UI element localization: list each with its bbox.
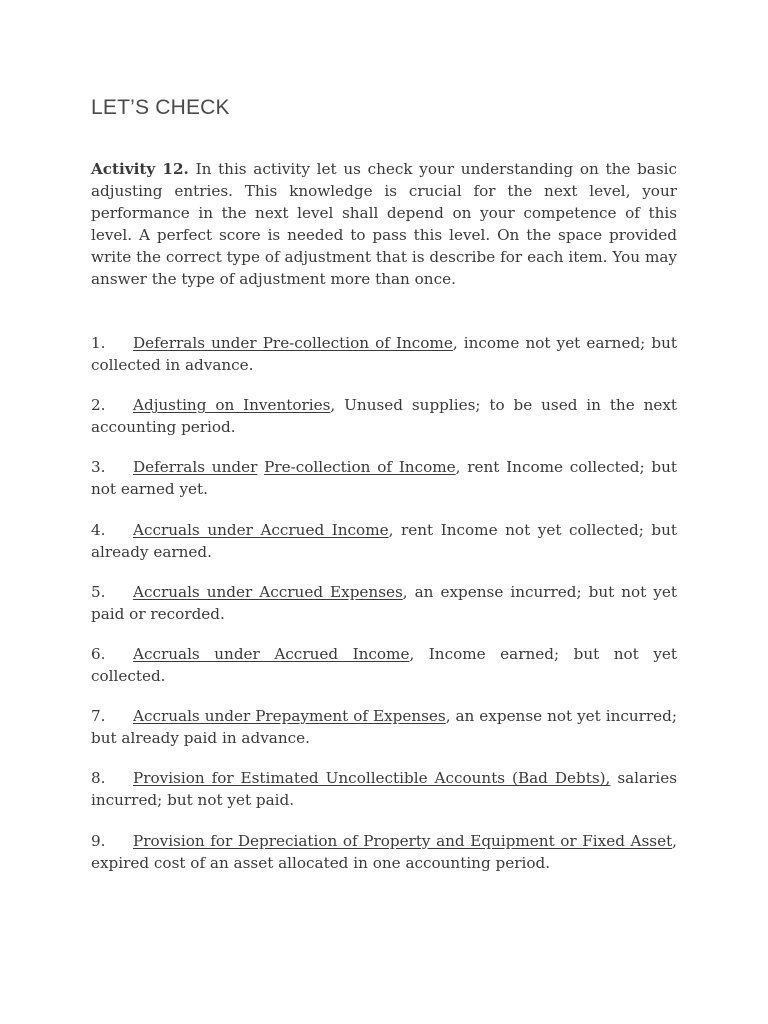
item-description: , rent Income not yet collected; but already earned. — [91, 520, 678, 561]
item-number: 5. — [91, 582, 106, 601]
item-number: 7. — [91, 707, 106, 726]
item-answer: Provision for Depreciation of Property and Equipment or Fixed Asset — [133, 831, 673, 850]
activity-label: Activity 12. — [91, 160, 189, 179]
list-item — [91, 767, 677, 811]
list-item — [91, 519, 677, 563]
item-number: 1. — [91, 334, 106, 352]
item-description: , Unused supplies; to be used in the next accounting period. — [91, 396, 678, 437]
item-answer: Deferrals under Pre-collection of Income — [133, 334, 453, 352]
item-description: , rent Income collected; but not earned yet. — [91, 458, 677, 499]
item-description: , an expense incurred; but not yet paid or recorded. — [91, 582, 677, 623]
item-description: , an expense not yet incurred; but already paid in advance. — [91, 707, 677, 748]
list-item — [91, 394, 677, 438]
item-answer: Adjusting on Inventories — [133, 396, 331, 415]
item-number: 4. — [91, 520, 106, 539]
item-answer: Deferrals under — [133, 458, 258, 477]
list-item — [91, 643, 677, 687]
list-item — [91, 332, 677, 376]
item-description: salaries incurred; but not yet paid. — [91, 769, 677, 810]
list-item — [91, 581, 677, 625]
page-heading: LET’S CHECK — [91, 96, 230, 119]
item-description: , Income earned; but not yet collected. — [91, 644, 677, 685]
item-number: 3. — [91, 458, 106, 477]
item-answer: Accruals under Accrued Income — [133, 644, 410, 663]
list-item — [91, 830, 677, 874]
question-list — [91, 332, 677, 892]
activity-instructions-text: In this activity let us check your understanding on the basic adjusting entries. This knowledge is crucial for the next level, your performance in the next level shall depend on your competence of this level. A perfect score is needed to pass this level. On the space provided write the correct type of adjustment that is describe for each item. You may answer the type of adjustment more than once. — [91, 160, 678, 289]
item-answer: Accruals under Prepayment of Expenses — [133, 707, 446, 726]
list-item — [91, 705, 677, 749]
item-number: 2. — [91, 396, 106, 415]
item-number: 9. — [91, 831, 106, 850]
item-description: , expired cost of an asset allocated in one accounting period. — [91, 831, 677, 872]
item-description: , income not yet earned; but collected in advance. — [91, 334, 677, 374]
item-answer: Accruals under Accrued Expenses — [133, 582, 403, 601]
item-number: 6. — [91, 644, 106, 663]
item-number: 8. — [91, 769, 106, 788]
item-answer-secondary: Pre-collection of Income — [264, 458, 456, 477]
activity-instructions — [91, 158, 677, 290]
item-answer: Accruals under Accrued Income — [133, 520, 389, 539]
list-item — [91, 456, 677, 500]
item-answer: Provision for Estimated Uncollectible Accounts (Bad Debts), — [133, 769, 611, 788]
